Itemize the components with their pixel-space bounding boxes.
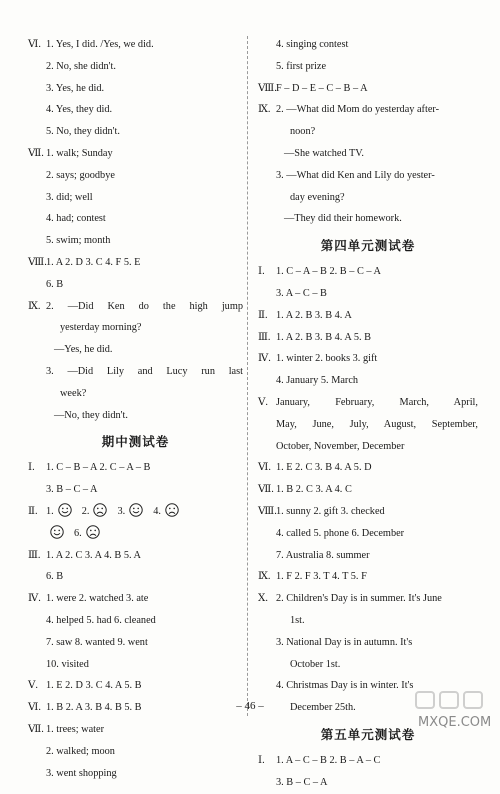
answer-line [28, 165, 243, 187]
answer-text: 1. E 2. C 3. B 4. A 5. D [276, 462, 372, 474]
answer-text: 4. had; contest [46, 213, 106, 225]
section-label: Ⅰ. [258, 754, 265, 766]
watermark-text: MXQE.COM [418, 715, 492, 730]
section-label: Ⅴ. [258, 396, 269, 408]
answer-text: 2. —What did Mom do yesterday after- [276, 104, 440, 116]
page-number: – 46 – [236, 700, 264, 712]
answer-line [258, 143, 478, 165]
answer-text: week? [60, 387, 87, 399]
answer-text: May, June, July, August, September, [276, 418, 478, 430]
answer-line [28, 632, 243, 654]
sad-face-icon [93, 503, 107, 517]
answer-line [28, 383, 243, 405]
section-label: Ⅵ. [28, 39, 41, 50]
answer-text: 4. January 5. March [276, 375, 359, 387]
answer-line [28, 610, 243, 632]
answer-text: 5. swim; month [46, 235, 111, 247]
answer-text: 1. A 2. D 3. C 4. F 5. E [46, 256, 141, 268]
answer-text: day evening? [290, 191, 345, 203]
answer-line [258, 208, 478, 230]
answer-line [258, 479, 478, 501]
answer-text: 1. were 2. watched 3. ate [46, 593, 149, 605]
answer-text: 1. E 2. D 3. C 4. A 5. B [46, 680, 142, 692]
answer-text: 1. A – C – B 2. B – A – C [276, 754, 381, 766]
answer-line [28, 545, 243, 567]
answer-text: 3. B – C – A [276, 776, 328, 788]
section-label: Ⅹ. [258, 593, 268, 605]
answer-line [258, 523, 478, 545]
answer-line [28, 501, 243, 523]
answer-line [28, 339, 243, 361]
answer-text: yesterday morning? [60, 322, 142, 334]
answer-line [258, 566, 478, 588]
answer-text: 1. A 2. C 3. A 4. B 5. A [46, 549, 141, 561]
answer-line [258, 610, 478, 632]
answer-text: —She watched TV. [284, 147, 364, 159]
answer-line [258, 34, 478, 56]
answer-text: 1. C – A – B 2. B – C – A [276, 266, 381, 278]
answer-text: January, February, March, April, [276, 396, 478, 408]
answer-line [258, 545, 478, 567]
answer-line [28, 741, 243, 763]
section-label: Ⅱ. [258, 309, 268, 321]
answer-text: 6. B [46, 571, 64, 583]
answer-line [258, 327, 478, 349]
item-number: 3. [117, 505, 126, 517]
item-number: 2. [81, 505, 90, 517]
answer-text: 3. did; well [46, 191, 93, 203]
answer-line [258, 436, 478, 458]
answer-line [28, 230, 243, 252]
answer-line [28, 143, 243, 165]
answer-line [28, 361, 243, 383]
answer-line [28, 405, 243, 427]
answer-text: 3. —Did Lily and Lucy run last [46, 365, 243, 377]
answer-line [258, 121, 478, 143]
answer-line [28, 78, 243, 100]
answer-line [258, 283, 478, 305]
answer-text: 3. Yes, he did. [46, 82, 105, 94]
answer-line [258, 750, 478, 772]
answer-text: 5. first prize [276, 60, 327, 72]
answer-text: 1. sunny 2. gift 3. checked [276, 505, 385, 517]
answer-line [28, 99, 243, 121]
answer-text: 1. B 2. A 3. B 4. B 5. B [46, 702, 142, 714]
section-label: Ⅵ. [28, 702, 41, 714]
answer-text: 1. walk; Sunday [46, 147, 113, 159]
column-divider [247, 36, 248, 716]
answer-text: 2. walked; moon [46, 745, 115, 757]
answer-line [28, 296, 243, 318]
answer-text: December 25th. [290, 702, 356, 714]
answer-line [28, 588, 243, 610]
answer-text: 2. —Did Ken do the high jump [46, 300, 243, 312]
section-label: Ⅳ. [258, 353, 271, 365]
answer-text: 4. singing contest [276, 39, 349, 50]
answer-text: F – D – E – C – B – A [276, 82, 368, 94]
sad-face-icon [165, 503, 179, 517]
answer-text: 2. Children's Day is in summer. It's June [276, 593, 442, 605]
answer-text: 2. says; goodbye [46, 169, 115, 181]
answer-text: 3. —What did Ken and Lily do yester- [276, 169, 435, 181]
answer-line [258, 457, 478, 479]
section-heading: 第五单元测试卷 [320, 726, 416, 742]
answer-text: 4. called 5. phone 6. December [276, 527, 405, 539]
answer-text: 1. Yes, I did. /Yes, we did. [46, 39, 154, 50]
answer-line [258, 632, 478, 654]
section-label: Ⅶ. [258, 484, 274, 496]
section-label: Ⅲ. [28, 549, 41, 561]
section-heading: 第四单元测试卷 [320, 238, 416, 254]
answer-text: 3. B – C – A [46, 484, 98, 496]
answer-line [258, 261, 478, 283]
answer-text: 6. B [46, 278, 64, 290]
answer-text: 3. National Day is in autumn. It's [276, 636, 413, 648]
section-heading: 期中测试卷 [101, 434, 170, 450]
answer-line [28, 654, 243, 676]
answer-line [258, 99, 478, 121]
item-number: 4. [153, 505, 161, 517]
answer-text: October, November, December [276, 440, 405, 452]
answer-text: October 1st. [290, 658, 341, 670]
item-number: 6. [74, 527, 82, 539]
answer-line [258, 56, 478, 78]
answer-line [258, 654, 478, 676]
answer-text: 1st. [290, 614, 305, 626]
answer-line [28, 675, 243, 697]
answer-text: 1. A 2. B 3. B 4. A 5. B [276, 331, 371, 343]
section-label: Ⅷ. [258, 505, 277, 517]
answer-text: 1. winter 2. books 3. gift [276, 353, 378, 365]
happy-face-icon [50, 525, 64, 539]
answer-text: —They did their homework. [284, 213, 402, 225]
answer-line [258, 78, 478, 100]
answer-line [28, 56, 243, 78]
answer-line [258, 370, 478, 392]
answer-text: noon? [290, 126, 316, 138]
answer-line [28, 317, 243, 339]
happy-face-icon [58, 503, 72, 517]
answer-line [258, 501, 478, 523]
section-label: Ⅸ. [258, 104, 271, 116]
answer-text: 5. No, they didn't. [46, 126, 120, 138]
answer-text: —No, they didn't. [54, 409, 128, 421]
answer-line [28, 34, 243, 56]
answer-line [258, 772, 478, 794]
answer-line [28, 121, 243, 143]
answer-text: —Yes, he did. [54, 344, 113, 356]
section-label: Ⅴ. [28, 680, 39, 692]
answer-line [258, 414, 478, 436]
answer-line [28, 719, 243, 741]
answer-line [258, 305, 478, 327]
answer-line [258, 392, 478, 414]
answer-text: 10. visited [46, 658, 89, 670]
answer-line [28, 523, 243, 545]
answer-text: 3. A – C – B [276, 287, 327, 299]
sad-face-icon [86, 525, 100, 539]
answer-line [28, 208, 243, 230]
answer-text: 1. A 2. B 3. B 4. A [276, 309, 352, 321]
answer-line [28, 479, 243, 501]
answer-line [258, 165, 478, 187]
answer-text: 4. Yes, they did. [46, 104, 113, 116]
answer-line [28, 187, 243, 209]
answer-line [28, 252, 243, 274]
section-label: Ⅷ. [28, 256, 47, 268]
right-column [258, 34, 478, 794]
section-label: Ⅱ. [28, 505, 38, 517]
answer-line [28, 566, 243, 588]
section-label: Ⅳ. [28, 593, 41, 605]
answer-text: 7. saw 8. wanted 9. went [46, 636, 148, 648]
section-label: Ⅸ. [258, 571, 271, 583]
answer-text: 2. No, she didn't. [46, 60, 116, 72]
section-label: Ⅲ. [258, 331, 271, 343]
answer-text: 1. B 2. C 3. A 4. C [276, 484, 352, 496]
happy-face-icon [129, 503, 143, 517]
section-label: Ⅵ. [258, 462, 271, 474]
section-label: Ⅷ. [258, 82, 277, 94]
answer-text: 4. Christmas Day is in winter. It's [276, 680, 414, 692]
answer-text: 1. C – B – A 2. C – A – B [46, 462, 151, 474]
answer-line [28, 274, 243, 296]
item-number: 1. [46, 505, 54, 517]
answer-line [258, 588, 478, 610]
answer-text: 7. Australia 8. summer [276, 549, 370, 561]
section-label: Ⅸ. [28, 300, 41, 312]
answer-text: 1. F 2. F 3. T 4. T 5. F [276, 571, 367, 583]
answer-line [28, 763, 243, 785]
answer-line [258, 187, 478, 209]
section-label: Ⅰ. [258, 266, 265, 278]
answer-line [258, 348, 478, 370]
left-column [28, 34, 243, 784]
answer-text: 3. went shopping [46, 767, 117, 779]
answer-text: 1. trees; water [46, 723, 105, 735]
section-label: Ⅶ. [28, 147, 44, 159]
section-label: Ⅰ. [28, 462, 35, 474]
answer-line [28, 457, 243, 479]
section-label: Ⅶ. [28, 723, 44, 735]
answer-text: 4. helped 5. had 6. cleaned [46, 614, 156, 626]
